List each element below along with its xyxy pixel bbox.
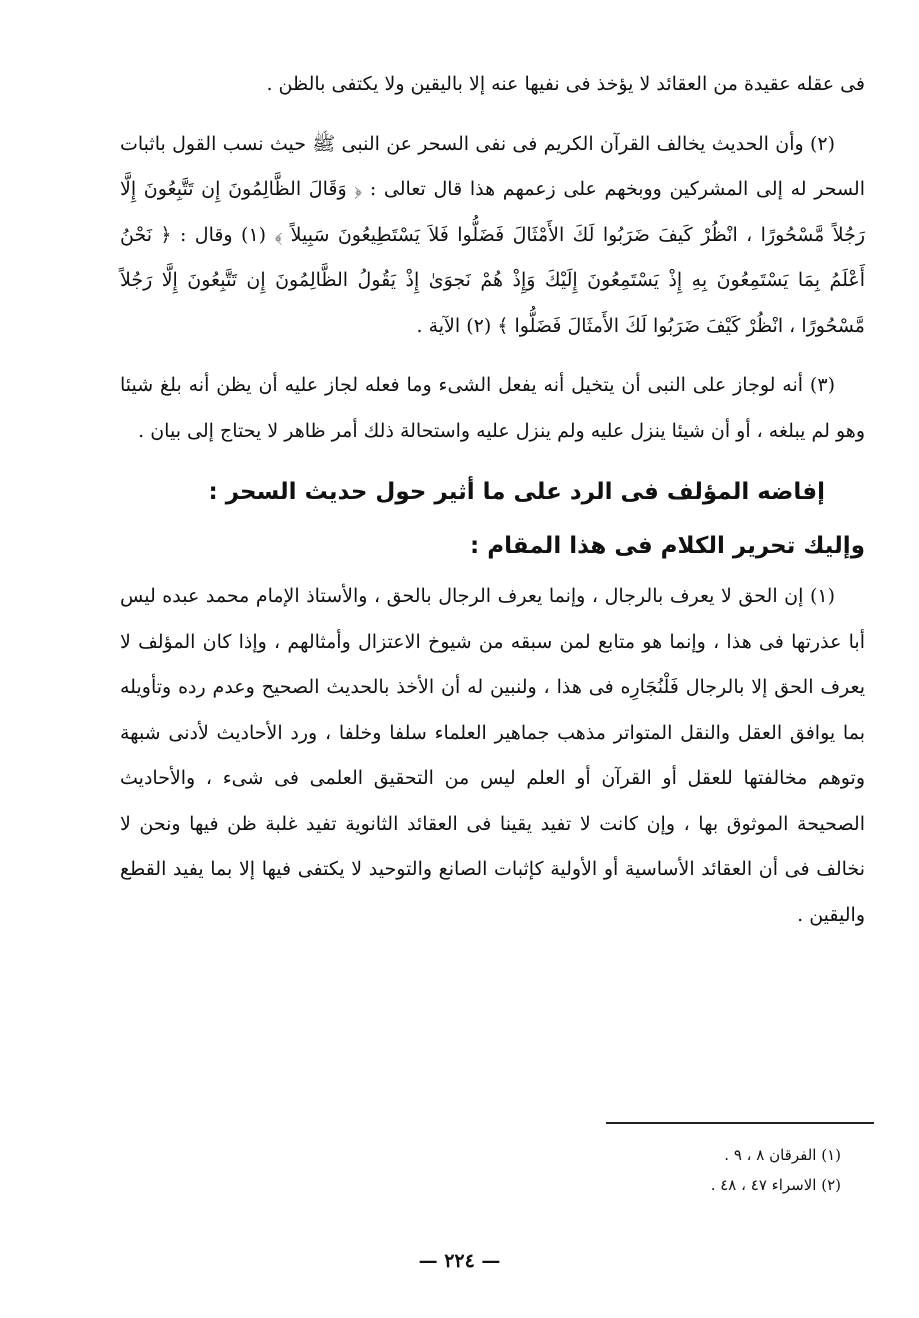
footnote-2: (٢) الاسراء ٤٧ ، ٤٨ . [710, 1176, 841, 1194]
main-text [120, 62, 865, 952]
footnotes [711, 1140, 841, 1200]
paragraph-point-3: (٣) أنه لوجاز على النبى أن يتخيل أنه يفعل الشىء وما فعله لجاز عليه أن يظن أنه بلغ شيئا وهو لم يبلغه ، أو أن شيئا ينزل عليه ولم ينزل عليه واستحالة ذلك أمر ظاهر لا يحتاج إلى بيان . [120, 374, 865, 442]
paragraph-rebuttal-1: (١) إن الحق لا يعرف بالرجال ، وإنما يعرف الرجال بالحق ، والأستاذ الإمام محمد عبده ليس أبا عذرتها فى هذا ، وإنما هو متابع لمن سبقه من شيوخ الاعتزال وأمثالهم ، وإذا كان المؤلف لا يعرف الحق إلا بالرجال فَلْنُجَارِه فى هذا ، ولنبين له أن الأخذ بالحديث الصحيح وعدم رده وتأويله بما يوافق العقل والنقل المتواتر مذهب جماهير العلماء سلفا وخلفا ، ورد الأحاديث لأدنى شبهة وتوهم مخالفتها للعقل أو القرآن أو العلم ليس من التحقيق العلمى فى شىء ، والأحاديث الصحيحة الموثوق بها ، وإن كانت لا تفيد يقينا فى العقائد الثانوية تفيد غلبة ظن فيها ونحن لا نخالف فى أن العقائد الأساسية أو الأولية كإثبات الصانع والتوحيد لا يكتفى فيها إلا بما يفيد القطع واليقين . [120, 585, 865, 926]
section-heading: إفاضه المؤلف فى الرد على ما أثير حول حديث السحر : [208, 479, 825, 505]
footnote-1: (١) الفرقان ٨ ، ٩ . [724, 1146, 841, 1164]
section-subheading: وإليك تحرير الكلام فى هذا المقام : [470, 533, 865, 559]
paragraph-point-2: (٢) وأن الحديث يخالف القرآن الكريم فى نفى السحر عن النبى ﷺ حيث نسب القول باثبات السحر له إلى المشركين ووبخهم على زعمهم هذا قال تعالى : ﴿ وَقَالَ الظَّالِمُونَ إِن تَتَّبِعُونَ إِلَّا رَجُلاً مَّسْحُورًا ، انْظُرْ كَيفَ ضَرَبُوا لَكَ الأَمْثَالَ فَضَلُّوا فَلاَ يَسْتَطِيعُونَ سَبِيلاً ﴾ (١) وقال : ﴿ نَحْنُ أَعْلَمُ بِمَا يَسْتَمِعُونَ بِهِ إِذْ يَسْتَمِعُونَ إِلَيْكَ وَإِذْ هُمْ نَجوَىٰ إِذْ يَقُولُ الظَّالِمُونَ إِن تَتَّبِعُونَ إِلَّا رَجُلاً مَّسْحُورًا ، انْظُرْ كَيْفَ ضَرَبُوا لَكَ الأَمثَالَ فَضَلُّوا ﴾ (٢) الآية . [120, 132, 865, 337]
page-number: — ٢٢٤ — [418, 1250, 501, 1272]
paragraph-continuation: فى عقله عقيدة من العقائد لا يؤخذ فى نفيها عنه إلا باليقين ولا يكتفى بالظن . [266, 73, 865, 95]
footnote-divider [606, 1122, 874, 1124]
